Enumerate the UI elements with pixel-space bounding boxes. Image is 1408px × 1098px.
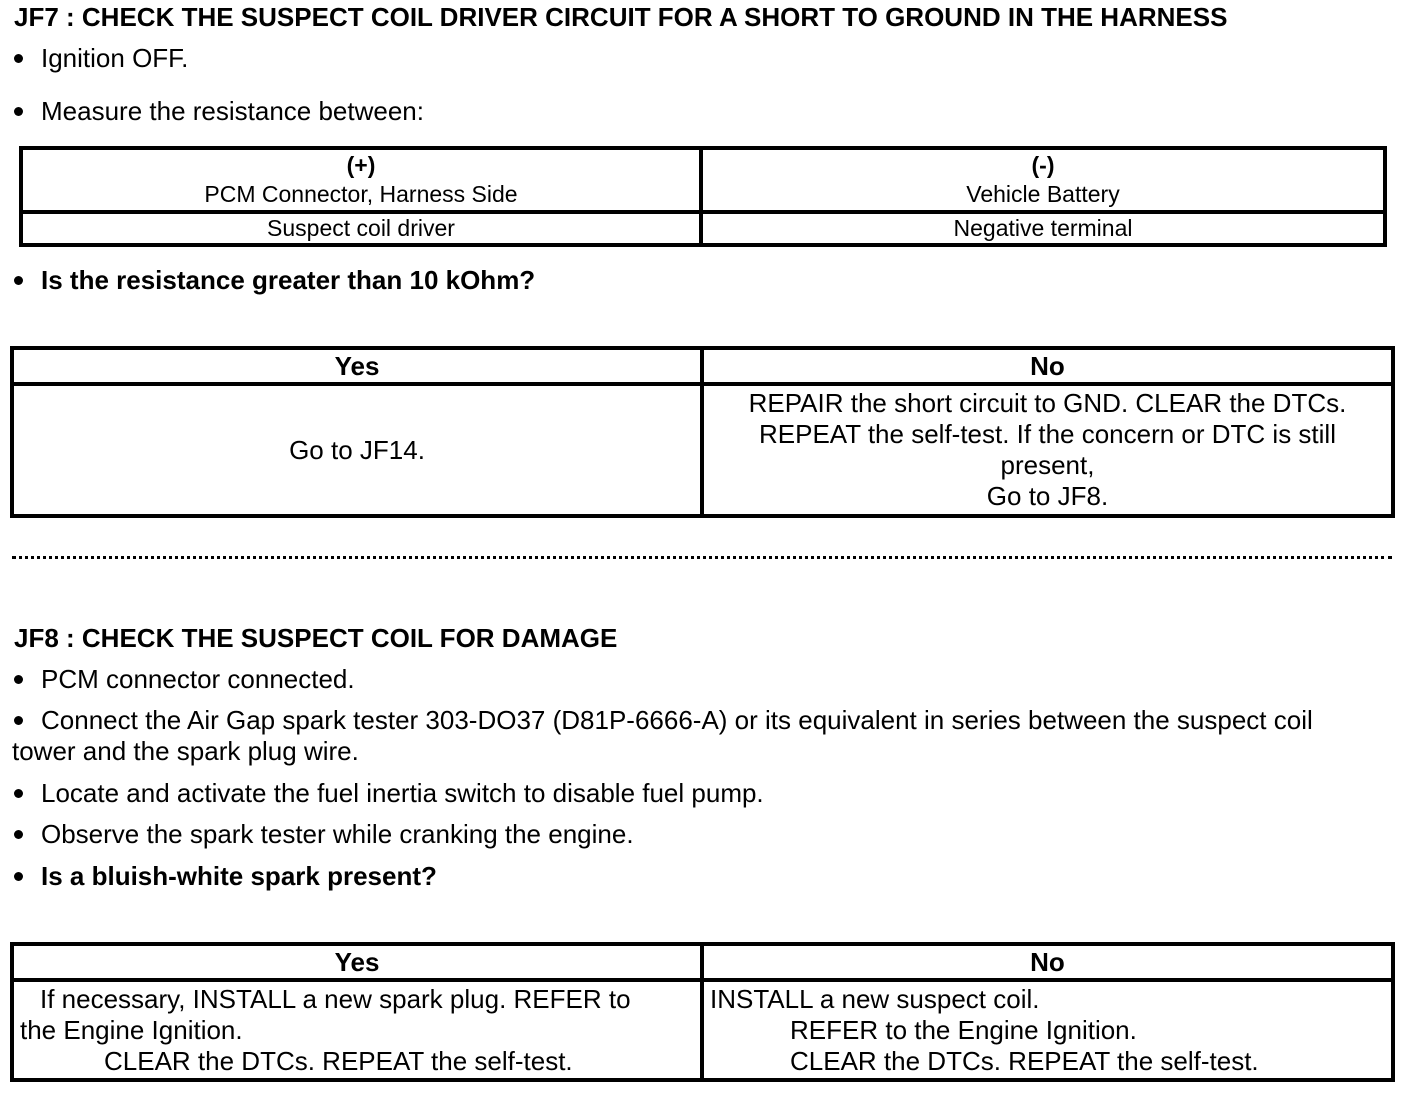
yes-line: If necessary, INSTALL a new spark plug. REFER to [40, 983, 631, 1014]
bullet-icon [14, 107, 23, 116]
yes-header: Yes [12, 944, 702, 980]
step-text: PCM connector connected. [41, 664, 355, 694]
jf7-step-measure [12, 96, 424, 127]
bullet-icon [14, 830, 23, 839]
table-row [12, 980, 1393, 1080]
yes-line: the Engine Ignition. [20, 1014, 243, 1045]
no-line: CLEAR the DTCs. REPEAT the self-test. [790, 1045, 1259, 1076]
jf8-step-pcm-connected [12, 664, 355, 695]
step-text: Connect the Air Gap spark tester 303-DO37 (D81P-6666-A) or its equivalent in series between the suspect coil tower and the spark plug wire. [12, 705, 1313, 766]
question-text: Is a bluish-white spark present? [41, 861, 437, 891]
table-row [12, 384, 1393, 516]
table-row [21, 148, 1385, 212]
table-cell [701, 148, 1385, 212]
no-header: No [702, 348, 1393, 384]
step-text: Ignition OFF. [41, 43, 189, 73]
yes-header: Yes [12, 348, 702, 384]
negative-sign: (-) [1031, 152, 1055, 178]
jf7-measure-table [19, 146, 1387, 247]
col2-label: Vehicle Battery [966, 181, 1120, 207]
question-text: Is the resistance greater than 10 kOhm? [41, 265, 536, 295]
bullet-icon [14, 872, 23, 881]
table-cell: Suspect coil driver [21, 212, 701, 245]
jf8-step-inertia-switch [12, 778, 764, 809]
step-text: Measure the resistance between: [41, 96, 424, 126]
no-cell [702, 980, 1393, 1080]
no-cell [702, 384, 1393, 516]
no-line: INSTALL a new suspect coil. [710, 983, 1040, 1014]
bullet-icon [14, 675, 23, 684]
jf8-step-connect-tester [12, 705, 1382, 767]
yes-cell: Go to JF14. [12, 384, 702, 516]
step-text: Observe the spark tester while cranking the engine. [41, 819, 634, 849]
jf7-question [12, 265, 535, 296]
yes-line: CLEAR the DTCs. REPEAT the self-test. [104, 1045, 573, 1076]
table-row [21, 212, 1385, 245]
table-cell: Negative terminal [701, 212, 1385, 245]
jf7-title: JF7 : CHECK THE SUSPECT COIL DRIVER CIRCUIT FOR A SHORT TO GROUND IN THE HARNESS [14, 2, 1228, 32]
section-divider [12, 556, 1392, 559]
jf8-answer-table [10, 942, 1395, 1082]
table-cell [21, 148, 701, 212]
bullet-icon [14, 54, 23, 63]
jf7-step-ignition-off [12, 43, 188, 74]
no-line: REFER to the Engine Ignition. [790, 1014, 1137, 1045]
no-line: Go to JF8. [986, 481, 1109, 511]
table-row [12, 944, 1393, 980]
jf8-question [12, 861, 437, 892]
no-header: No [702, 944, 1393, 980]
jf7-answer-table [10, 346, 1395, 518]
no-line: REPEAT the self-test. If the concern or DTC is still [758, 419, 1336, 449]
bullet-icon [14, 716, 23, 725]
col1-label: PCM Connector, Harness Side [204, 181, 518, 207]
positive-sign: (+) [346, 152, 376, 178]
bullet-icon [14, 789, 23, 798]
table-row [12, 348, 1393, 384]
no-line: REPAIR the short circuit to GND. CLEAR the DTCs. [748, 388, 1347, 418]
yes-cell [12, 980, 702, 1080]
step-text: Locate and activate the fuel inertia switch to disable fuel pump. [41, 778, 764, 808]
bullet-icon [14, 276, 23, 285]
jf8-title: JF8 : CHECK THE SUSPECT COIL FOR DAMAGE [14, 623, 618, 653]
no-line: present, [1000, 450, 1095, 480]
jf8-step-observe [12, 819, 634, 850]
